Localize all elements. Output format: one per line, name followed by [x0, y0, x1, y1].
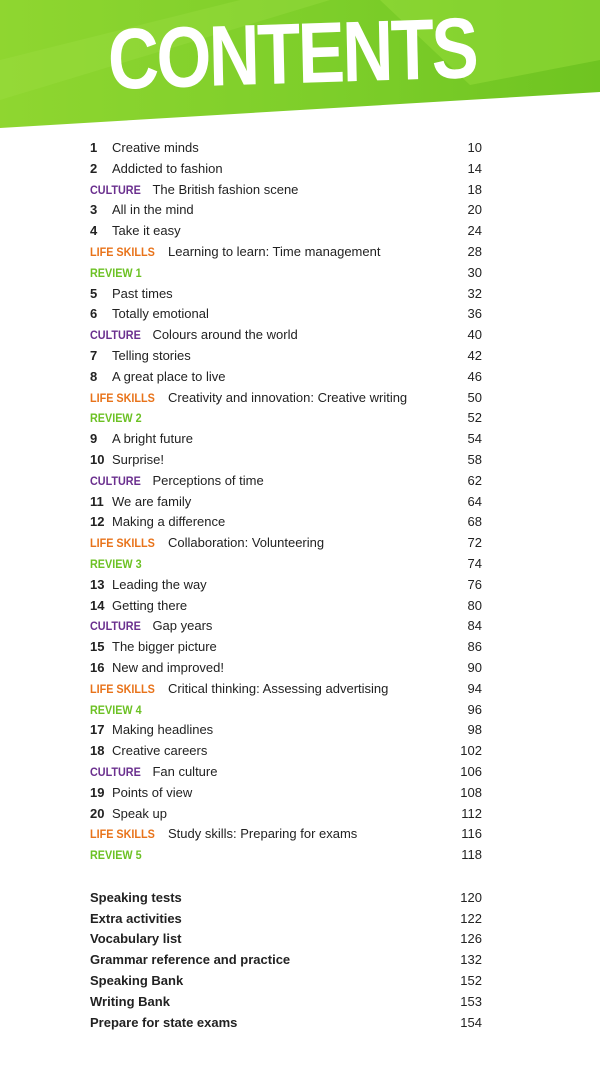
entry-title: Past times	[112, 285, 173, 301]
toc-entry[interactable]	[90, 637, 484, 658]
section-tag: CULTURE	[90, 328, 141, 343]
toc-entry[interactable]	[90, 845, 484, 866]
page-number: 106	[460, 763, 482, 779]
unit-number: 3	[90, 202, 98, 218]
toc-entry[interactable]	[90, 533, 484, 554]
page-number: 152	[460, 973, 482, 989]
appendix-title: Speaking Bank	[90, 973, 184, 989]
toc-entry[interactable]	[90, 450, 484, 471]
section-tag: REVIEW 2	[90, 411, 142, 426]
page-number: 86	[467, 639, 482, 655]
toc-entry[interactable]	[90, 575, 484, 596]
entry-title: Creative careers	[112, 743, 208, 759]
toc-entry[interactable]	[90, 200, 484, 221]
entry-title: Perceptions of time	[152, 472, 264, 488]
page-number: 68	[467, 514, 482, 530]
unit-number: 1	[90, 140, 98, 155]
toc-entry[interactable]	[90, 159, 484, 180]
unit-number: 19	[90, 784, 105, 800]
page-number: 14	[467, 160, 482, 176]
appendix-title: Speaking tests	[90, 889, 182, 905]
entry-title: Learning to learn: Time management	[168, 243, 381, 259]
page-number: 18	[467, 181, 482, 197]
toc-entry[interactable]	[90, 512, 484, 533]
section-tag: CULTURE	[90, 182, 141, 197]
toc-entry[interactable]	[90, 720, 484, 741]
toc-entry[interactable]	[90, 783, 484, 804]
entry-title: Creative minds	[112, 140, 199, 155]
entry-title: Fan culture	[152, 763, 218, 779]
toc-entry[interactable]	[90, 471, 484, 492]
section-tag: REVIEW 5	[90, 848, 142, 863]
toc-entry[interactable]	[90, 138, 484, 159]
appendix-entry[interactable]	[90, 992, 484, 1013]
appendix-title: Extra activities	[90, 910, 182, 926]
page-number: 116	[461, 826, 482, 842]
page-number: 40	[467, 327, 482, 343]
entry-title: New and improved!	[112, 659, 224, 675]
entry-title: Colours around the world	[152, 327, 298, 343]
appendix-entry[interactable]	[90, 971, 484, 992]
toc-entry[interactable]	[90, 554, 484, 575]
page-number: 84	[467, 618, 482, 634]
page-number: 102	[460, 743, 482, 759]
toc-entry[interactable]	[90, 325, 484, 346]
unit-number: 5	[90, 285, 98, 301]
page-number: 10	[467, 140, 482, 155]
entry-title: Surprise!	[112, 451, 165, 467]
toc-entry[interactable]	[90, 180, 484, 201]
section-divider	[90, 866, 484, 888]
page-number: 94	[467, 680, 482, 696]
page-number: 50	[467, 389, 482, 405]
toc-entry[interactable]	[90, 263, 484, 284]
entry-title: Totally emotional	[112, 306, 209, 322]
toc-entry[interactable]	[90, 679, 484, 700]
section-tag: CULTURE	[90, 764, 141, 779]
unit-number: 8	[90, 368, 98, 384]
appendix-title: Vocabulary list	[90, 931, 182, 947]
toc-entry[interactable]	[90, 658, 484, 679]
toc-entry[interactable]	[90, 596, 484, 617]
page-number: 74	[467, 555, 482, 571]
page-number: 62	[467, 472, 482, 488]
page-number: 118	[461, 847, 482, 863]
page-number: 36	[467, 306, 482, 322]
unit-number: 11	[90, 493, 104, 509]
entry-title: Gap years	[152, 618, 213, 634]
page-number: 112	[461, 805, 482, 821]
unit-number: 13	[90, 576, 105, 592]
unit-number: 20	[90, 805, 105, 821]
page-number: 154	[460, 1014, 482, 1030]
section-tag: REVIEW 1	[90, 265, 142, 280]
entry-title: Creativity and innovation: Creative writing	[168, 389, 408, 405]
appendix-title: Writing Bank	[90, 993, 170, 1009]
section-tag: CULTURE	[90, 619, 141, 634]
page-number: 120	[460, 889, 482, 905]
toc-entry[interactable]	[90, 700, 484, 721]
page-number: 42	[467, 347, 482, 363]
section-tag: LIFE SKILLS	[90, 390, 155, 405]
section-tag: LIFE SKILLS	[90, 244, 155, 259]
toc-entry[interactable]	[90, 304, 484, 325]
toc-entry[interactable]	[90, 408, 484, 429]
entry-title: Leading the way	[112, 576, 207, 592]
toc-entry[interactable]	[90, 616, 484, 637]
toc-entry[interactable]	[90, 741, 484, 762]
unit-number: 6	[90, 306, 98, 322]
unit-number: 18	[90, 743, 105, 759]
toc-entry[interactable]	[90, 242, 484, 263]
page-number: 28	[467, 243, 482, 259]
page-number: 132	[460, 952, 482, 968]
entry-title: All in the mind	[112, 202, 194, 218]
page-number: 20	[467, 202, 482, 218]
section-tag: REVIEW 4	[90, 702, 142, 717]
appendix-entry[interactable]	[90, 888, 484, 909]
page-number: 32	[467, 285, 482, 301]
entry-title: Critical thinking: Assessing advertising	[168, 680, 389, 696]
page-number: 76	[467, 576, 482, 592]
appendix-title: Prepare for state exams	[90, 1014, 238, 1030]
entry-title: Getting there	[112, 597, 188, 613]
page-number: 58	[467, 451, 482, 467]
entry-title: We are family	[112, 493, 192, 509]
page-number: 30	[467, 264, 482, 280]
toc-entry[interactable]	[90, 492, 484, 513]
unit-number: 17	[90, 722, 105, 738]
section-tag: LIFE SKILLS	[90, 536, 155, 551]
toc-entry[interactable]	[90, 284, 484, 305]
appendix-entry[interactable]	[90, 909, 484, 930]
entry-title: Collaboration: Volunteering	[168, 535, 325, 551]
appendix-entry[interactable]	[90, 929, 484, 950]
section-tag: LIFE SKILLS	[90, 827, 155, 842]
toc-entry[interactable]	[90, 824, 484, 845]
table-of-contents	[90, 138, 484, 1033]
entry-title: Take it easy	[112, 223, 181, 239]
section-tag: LIFE SKILLS	[90, 681, 155, 696]
entry-title: The British fashion scene	[152, 181, 299, 197]
entry-title: Points of view	[112, 784, 193, 800]
appendix-entry[interactable]	[90, 950, 484, 971]
unit-number: 4	[90, 223, 98, 239]
entry-title: A great place to live	[112, 368, 226, 384]
unit-number: 2	[90, 160, 98, 176]
unit-number: 9	[90, 431, 98, 447]
entry-title: Addicted to fashion	[112, 160, 223, 176]
page-number: 54	[467, 431, 482, 447]
page-number: 90	[467, 659, 482, 675]
page-number: 24	[467, 223, 482, 239]
page-number: 122	[460, 910, 482, 926]
appendix-entry[interactable]	[90, 1013, 484, 1034]
unit-number: 10	[90, 451, 105, 467]
entry-title: Making a difference	[112, 514, 226, 530]
entry-title: A bright future	[112, 431, 193, 447]
appendix-title: Grammar reference and practice	[90, 952, 291, 968]
page-number: 96	[467, 701, 482, 717]
unit-number: 15	[90, 639, 105, 655]
page-number: 126	[460, 931, 482, 947]
entry-title: Telling stories	[112, 347, 191, 363]
entry-title: Study skills: Preparing for exams	[168, 826, 358, 842]
toc-entry[interactable]	[90, 221, 484, 242]
section-tag: CULTURE	[90, 473, 141, 488]
section-tag: REVIEW 3	[90, 556, 142, 571]
toc-entry[interactable]	[90, 762, 484, 783]
page-number: 52	[467, 410, 482, 426]
unit-number: 14	[90, 597, 105, 613]
toc-entry[interactable]	[90, 429, 484, 450]
page-number: 153	[460, 993, 482, 1009]
toc-entry[interactable]	[90, 367, 484, 388]
toc-entry[interactable]	[90, 346, 484, 367]
page-number: 108	[460, 784, 482, 800]
entry-title: Speak up	[112, 805, 167, 821]
toc-entry[interactable]	[90, 388, 484, 409]
unit-number: 7	[90, 347, 98, 363]
page-number: 64	[467, 493, 482, 509]
unit-number: 12	[90, 514, 105, 530]
page-number: 72	[467, 535, 482, 551]
page-number: 80	[467, 597, 482, 613]
unit-number: 16	[90, 659, 105, 675]
entry-title: Making headlines	[112, 722, 214, 738]
toc-entry[interactable]	[90, 804, 484, 825]
page-number: 98	[467, 722, 482, 738]
page-number: 46	[467, 368, 482, 384]
page-title: CONTENTS	[106, 0, 478, 108]
entry-title: The bigger picture	[112, 639, 217, 655]
